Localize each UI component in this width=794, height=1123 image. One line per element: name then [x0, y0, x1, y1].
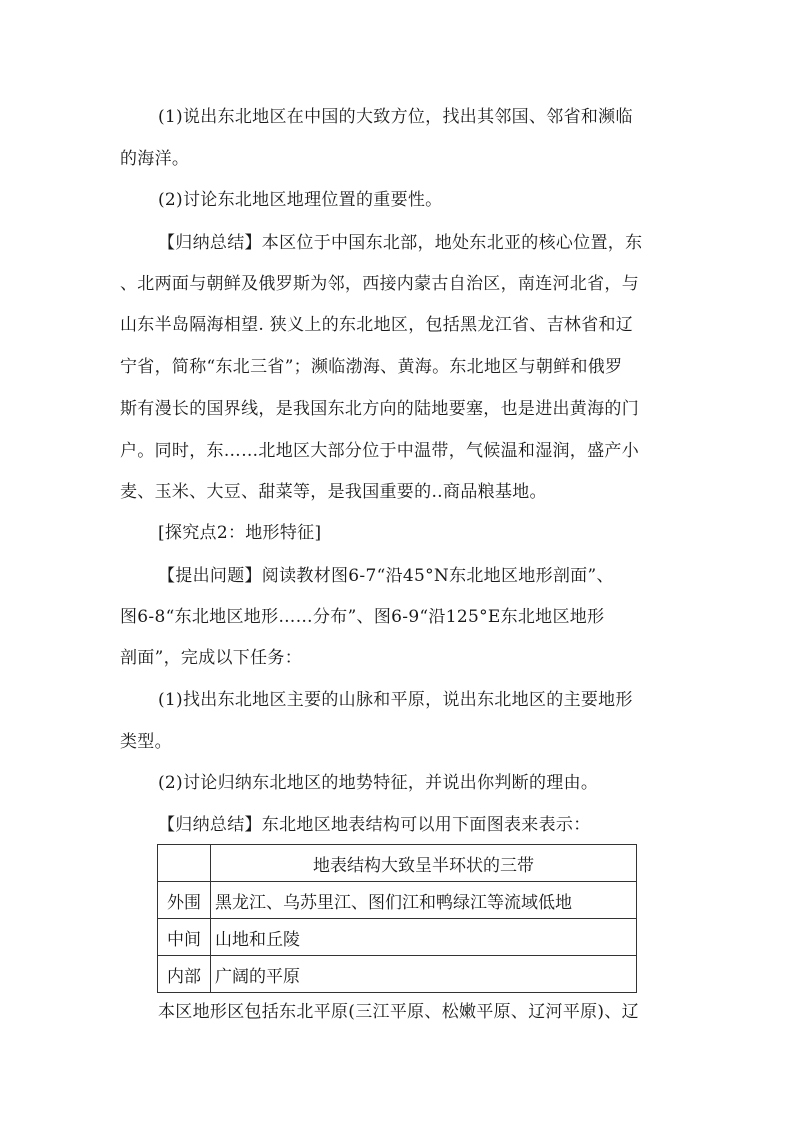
task-2-text: (2)讨论东北地区地理位置的重要性。	[158, 190, 443, 210]
task-3-line-2: 类型。	[120, 732, 172, 752]
table-row	[158, 882, 637, 919]
table-row	[158, 956, 637, 993]
terrain-regions-text: 本区地形区包括东北平原(三江平原、松嫩平原、辽河平原)、辽	[158, 1002, 639, 1022]
row-value-middle: 山地和丘陵	[211, 919, 637, 956]
table-row	[158, 919, 637, 956]
question-line-1: 【提出问题】阅读教材图6-7“沿45°N东北地区地形剖面”、	[158, 566, 614, 586]
summary-1-line-7: 麦、玉米、大豆、甜菜等，是我国重要的‥商品粮基地。	[120, 482, 547, 502]
summary-1-line-3: 山东半岛隔海相望. 狭义上的东北地区，包括黑龙江省、吉林省和辽	[120, 315, 634, 335]
summary-1-line-1: 【归纳总结】本区位于中国东北部，地处东北亚的核心位置，东	[158, 233, 643, 253]
question-line-2: 图6-8“东北地区地形……分布”、图6-9“沿125°E东北地区地形	[120, 607, 605, 627]
terrain-structure-table	[157, 844, 637, 993]
summary-1-line-6: 户。同时，东……北地区大部分位于中温带，气候温和湿润，盛产小	[120, 441, 639, 461]
summary-1-line-2: 、北两面与朝鲜及俄罗斯为邻，西接内蒙古自治区，南连河北省，与	[120, 274, 639, 294]
summary-1-line-5: 斯有漫长的国界线，是我国东北方向的陆地要塞，也是进出黄海的门	[120, 399, 639, 419]
row-label-middle: 中间	[158, 919, 211, 956]
task-1-line-2: 的海洋。	[120, 149, 190, 169]
row-value-outer: 黑龙江、乌苏里江、图们江和鸭绿江等流域低地	[211, 882, 637, 919]
explore-point-2-heading: [探究点2：地形特征]	[158, 523, 322, 543]
table-corner-cell	[158, 845, 211, 882]
task-1-line-1: (1)说出东北地区在中国的大致方位，找出其邻国、邻省和濒临	[158, 107, 633, 127]
summary-1-line-4: 宁省，简称“东北三省”；濒临渤海、黄海。东北地区与朝鲜和俄罗	[120, 357, 623, 377]
row-value-inner: 广阔的平原	[211, 956, 637, 993]
task-3-line-1: (1)找出东北地区主要的山脉和平原，说出东北地区的主要地形	[158, 690, 633, 710]
table-header-row	[158, 845, 637, 882]
task-4-text: (2)讨论归纳东北地区的地势特征，并说出你判断的理由。	[158, 773, 599, 793]
question-line-3: 剖面”，完成以下任务：	[120, 648, 302, 668]
row-label-outer: 外围	[158, 882, 211, 919]
row-label-inner: 内部	[158, 956, 211, 993]
table-header-cell: 地表结构大致呈半环状的三带	[211, 845, 637, 882]
summary-2-text: 【归纳总结】东北地区地表结构可以用下面图表来表示：	[158, 815, 591, 835]
